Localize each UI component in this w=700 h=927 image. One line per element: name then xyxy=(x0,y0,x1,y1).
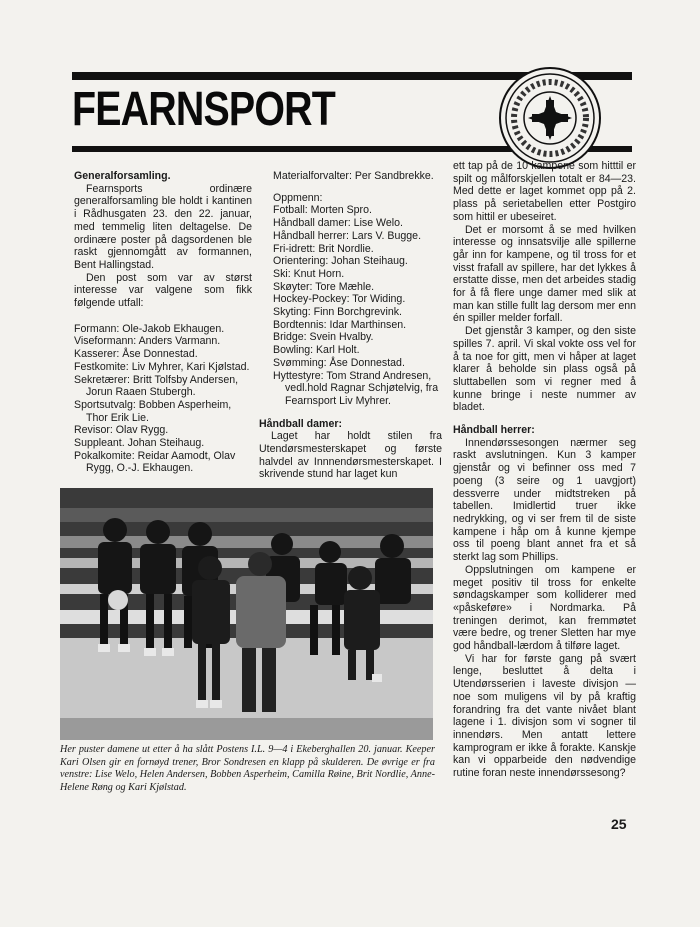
list-item: Skyting: Finn Borchgrevink. xyxy=(273,306,402,319)
section-heading-handball-herrer: Håndball herrer: xyxy=(453,424,535,437)
list-item: Formann: Ole-Jakob Ekhaugen. xyxy=(74,322,225,335)
paragraph: Det gjenstår 3 kamper, og den siste spilles 7. april. Vi skal vokte oss vel for å ta noe for gitt, men vi håper at laget klarer å beholde sin plass også på sluttabellen som vi regner med å kunne bringe i neste nummer av bladet. xyxy=(453,325,636,414)
list-item: Revisor: Olav Rygg. xyxy=(74,424,169,437)
column-2 xyxy=(259,170,442,481)
list-item: Sekretærer: Britt Tolfsby Andersen, Jorun Raaen Stubergh. xyxy=(74,373,239,399)
paragraph: ett tap på de 10 kampene som hitttil er spilt og målforskjellen totalt er 84—23. Med dette er laget kommet opp på 2. plass på serietabellen etter Postgiro som hittil er ubeseiret. xyxy=(453,160,636,223)
list-item: Kasserer: Åse Donnestad. xyxy=(74,348,198,361)
list-item: Bridge: Svein Hvalby. xyxy=(273,331,374,344)
section-heading-handball-damer: Håndball damer: xyxy=(259,417,343,430)
list-item: Sportsutvalg: Bobben Asperheim, Thor Erik Lie. xyxy=(74,398,232,424)
list-item: Suppleant. Johan Steihaug. xyxy=(74,437,205,450)
paragraph: Den post som var av størst interesse var valgene som fikk følgende utfall: xyxy=(74,271,252,310)
page-number: 25 xyxy=(611,816,627,832)
photo-caption: Her puster damene ut etter å ha slått Postens I.L. 9—4 i Ekeberghallen 20. januar. Keeper Kari Olsen gir en fornøyd trener, Bror Sondresen en klapp på skulderen. De øvrige er fra venstre: Lise Welo, Helen Andersen, Bobben Asperheim, Camilla Røine, Brit Nordlie, Anne-Helene Røng og Kari Kjølstad. xyxy=(60,744,435,793)
paragraph: Oppslutningen om kampene er meget positiv til tross for enkelte søndagskamper som kolliderer med «påskeføre» i Nordmarka. På treningen derimot, kan fremmøtet være bedre, og trener Sletten har mye god håndball-lærdom å tilføre laget. xyxy=(453,563,636,653)
list-item: Håndball damer: Lise Welo. xyxy=(273,217,403,230)
paragraph: Fearnsports ordinære generalforsamling ble holdt i kantinen i Rådhusgaten 23. den 22. januar, med temmelig liten deltagelse. De ordinære poster på dagsordenen ble raskt gjennomgått av formannen, Bent Hallingstad. xyxy=(74,182,252,271)
list-item: Bowling: Karl Holt. xyxy=(273,344,360,357)
oppmenn-list xyxy=(259,204,442,407)
list-item: Fotball: Morten Spro. xyxy=(273,204,372,217)
club-emblem-icon xyxy=(498,66,602,170)
column-3 xyxy=(453,160,636,780)
list-item: Svømming: Åse Donnestad. xyxy=(273,356,405,369)
list-item: Håndball herrer: Lars V. Bugge. xyxy=(273,229,422,242)
paragraph: Det er morsomt å se med hvilken interesse og innsatsvilje alle spillerne går inn for kampene, og til tross for et visst frafall av spillere, har det lykkes å erstatte disse, men det arbeides stadig for å få flere unge damer med slik at man kan stille fullt lag dersom mer enn én spiller melder forfall. xyxy=(453,223,636,325)
list-item: Pokalkomite: Reidar Aamodt, Olav Rygg, O.-J. Ekhaugen. xyxy=(74,449,236,475)
list-item: Materialforvalter: Per Sandbrekke. xyxy=(273,170,434,182)
list-item: Festkomite: Liv Myhrer, Kari Kjølstad. xyxy=(74,360,250,373)
subheading-oppmenn: Oppmenn: xyxy=(273,191,323,204)
list-item: Bordtennis: Idar Marthinsen. xyxy=(273,318,407,331)
paragraph: Laget har holdt stilen fra Utendørsmesterskapet og første halvdel av Innnendørsmesterskapet. I skrivende stund har laget kun xyxy=(259,430,442,481)
paragraph: Vi har for første gang på svært lenge, besluttet å delta i Utendørsserien i laveste divisjon — noe som muligens vil by på kraftig forandring fra det vante nivået blant lagene i 1. divisjon som vi sogner til innendørs. Men antatt lettere kamprogram er ikke å forakte. Kanskje kan vi opparbeide den nødvendige rutine foran neste innendørssesong? xyxy=(453,652,636,780)
column-1 xyxy=(74,170,252,475)
list-item: Ski: Knut Horn. xyxy=(273,267,345,280)
section-heading-generalforsamling: Generalforsamling. xyxy=(74,170,171,182)
list-item: Skøyter: Tore Mæhle. xyxy=(273,280,375,293)
officer-list xyxy=(74,323,252,475)
list-item: Orientering: Johan Steihaug. xyxy=(273,255,408,268)
paragraph: Innendørssesongen nærmer seg raskt avslutningen. Kun 3 kamper gjenstår og vi befinner oss med 7 poeng (3 seire og 1 uavgjort) dessverre under midtstreken på tabellen. Imidlertid truer ikke nedrykking, og vi ser frem til de siste kampene i håp om å kunne kjempe oss til poeng blant annet fra et så sterkt lag som Phillips. xyxy=(453,436,636,564)
list-item: Viseformann: Anders Varmann. xyxy=(74,335,221,348)
page-title: FEARNSPORT xyxy=(72,83,335,136)
list-item: Hockey-Pockey: Tor Widing. xyxy=(273,293,406,306)
list-item: Hyttestyre: Tom Strand Andresen, vedl.hold Ragnar Schjøtelvig, fra Fearnsport Liv Myhrer. xyxy=(273,369,439,407)
list-item: Fri-idrett: Brit Nordlie. xyxy=(273,242,374,255)
team-photo xyxy=(60,488,433,740)
